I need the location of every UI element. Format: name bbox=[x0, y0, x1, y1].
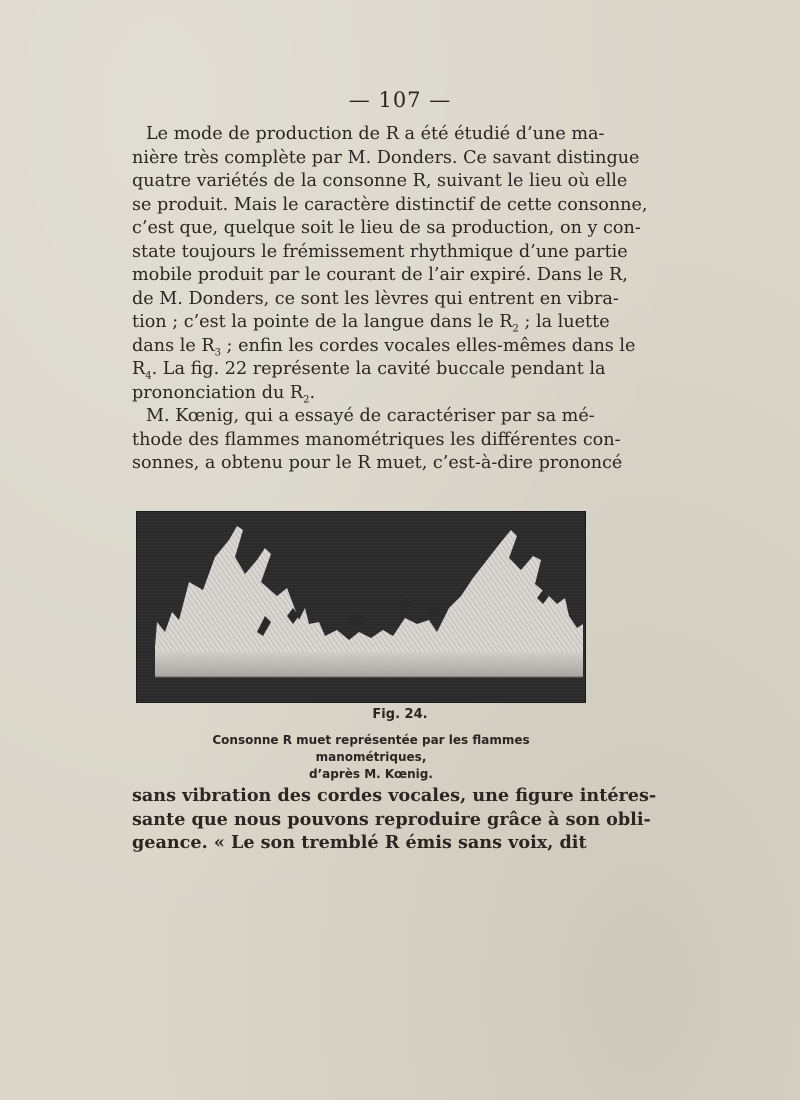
body-text-top bbox=[132, 123, 648, 476]
subscript: 2 bbox=[512, 323, 519, 335]
figure-caption-line: d’après M. Kœnig. bbox=[309, 767, 433, 781]
text-line: geance. « Le son tremblé R émis sans voix, dit bbox=[132, 832, 587, 853]
text-segment: tion ; c’est la pointe de la langue dans le R bbox=[132, 312, 513, 332]
text-line: quatre variétés de la consonne R, suivant le lieu où elle bbox=[132, 171, 628, 191]
paragraph-koenig bbox=[132, 405, 623, 476]
text-line: M. Kœnig, qui a essayé de caractériser par sa mé- bbox=[146, 406, 595, 426]
text-line bbox=[132, 335, 636, 359]
subscript: 4 bbox=[145, 370, 152, 382]
flame-illustration bbox=[137, 512, 585, 702]
text-line: nière très complète par M. Donders. Ce savant distingue bbox=[132, 147, 640, 168]
text-segment: dans le R bbox=[132, 335, 215, 356]
subscript: 2 bbox=[303, 394, 310, 406]
figure-label: Fig. 24. bbox=[372, 707, 428, 722]
text-line: sans vibration des cordes vocales, une figure intéres- bbox=[132, 785, 657, 806]
text-line: c’est que, quelque soit le lieu de sa production, on y con- bbox=[132, 218, 641, 238]
paragraph-donders bbox=[132, 123, 648, 406]
text-segment: . bbox=[309, 382, 316, 403]
figure-caption bbox=[168, 732, 574, 783]
text-line: Le mode de production de R a été étudié d’une ma- bbox=[146, 124, 605, 144]
text-segment: . La fig. 22 représente la cavité buccale pendant la bbox=[151, 359, 606, 379]
page-number: — 107 — bbox=[348, 88, 452, 112]
text-segment: R bbox=[132, 359, 146, 379]
figure-caption-line: Consonne R muet représentée par les flammes manométriques, bbox=[212, 733, 530, 764]
text-segment: prononciation du R bbox=[132, 382, 304, 403]
text-line: sante que nous pouvons reproduire grâce à son obli- bbox=[132, 808, 651, 830]
subscript: 3 bbox=[214, 347, 221, 359]
text-line: se produit. Mais le caractère distinctif de cette consonne, bbox=[132, 194, 648, 215]
text-line: sonnes, a obtenu pour le R muet, c’est-à-dire prononcé bbox=[132, 453, 623, 473]
flame-base bbox=[155, 652, 583, 677]
text-line: state toujours le frémissement rhythmique d’une partie bbox=[132, 241, 628, 262]
text-line: mobile produit par le courant de l’air expiré. Dans le R, bbox=[132, 265, 628, 285]
text-line bbox=[132, 382, 584, 406]
text-segment: ; enfin les cordes vocales elles-mêmes dans le bbox=[220, 335, 636, 356]
text-segment: ; la luette bbox=[518, 312, 610, 332]
paragraph-continuation bbox=[132, 784, 657, 855]
figure-manometric-flames bbox=[136, 511, 586, 703]
text-line: de M. Donders, ce sont les lèvres qui entrent en vibra- bbox=[132, 288, 619, 309]
text-line bbox=[132, 358, 606, 382]
body-text-bottom bbox=[132, 784, 657, 855]
text-line: thode des flammes manométriques les différentes con- bbox=[132, 429, 621, 450]
text-line bbox=[132, 311, 610, 335]
